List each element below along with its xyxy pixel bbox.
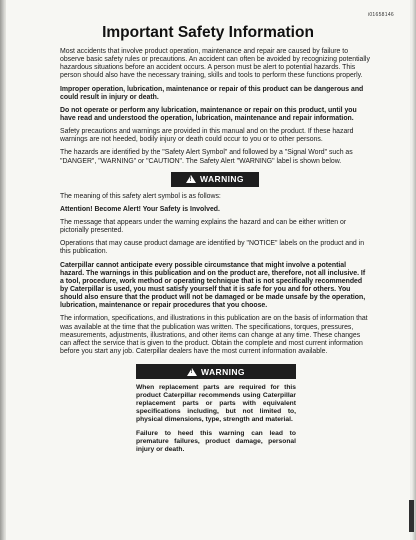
document-id: i01658146 bbox=[367, 12, 394, 18]
page-tab-mark bbox=[409, 500, 414, 532]
warning-banner-label-2: WARNING bbox=[201, 366, 245, 377]
replacement-parts-warning bbox=[136, 364, 296, 454]
warning-text-replacement: When replacement parts are required for this product Caterpillar recommends using Caterpillar replacement parts or parts with equivalent specifications including, but not limited to, physical dimensions, type, strength and material. bbox=[136, 384, 296, 424]
document-page bbox=[6, 0, 410, 540]
paragraph-notice: Operations that may cause product damage are identified by "NOTICE" labels on the product and in this publication. bbox=[60, 240, 365, 256]
warning-text-failure: Failure to heed this warning can lead to premature failures, product damage, personal injury or death. bbox=[136, 430, 296, 454]
warning-banner-label: WARNING bbox=[200, 174, 244, 185]
safety-alert-icon bbox=[186, 175, 196, 183]
paragraph-hazards-identified: The hazards are identified by the "Safety Alert Symbol" and followed by a "Signal Word" such as "DANGER", "WARNING" or "CAUTION". The Safety Alert "WARNING" label is shown below. bbox=[60, 149, 353, 165]
paragraph-safety-precautions: Safety precautions and warnings are provided in this manual and on the product. If these hazard warnings are not heeded, bodily injury or death could occur to you or to other persons. bbox=[60, 128, 354, 144]
paragraph-do-not-operate: Do not operate or perform any lubrication, maintenance or repair on this product, until you have read and understood the operation, lubrication, maintenance and repair information. bbox=[60, 106, 357, 122]
paragraph-caterpillar-disclaimer: Caterpillar cannot anticipate every possible circumstance that might involve a potential hazard. The warnings in this publication and on the product are, therefore, not all inclusive. If a tool, procedure, work method or operating technique that is not specifically recommended by Caterpillar is used, you must satisfy yourself that it is safe for you and for others. You should also ensure that the product will not be damaged or be made unsafe by the operation, lubrication, maintenance or repair procedures that you choose. bbox=[60, 261, 366, 310]
paragraph-intro: Most accidents that involve product operation, maintenance and repair are caused by failure to observe basic safety rules or precautions. An accident can often be avoided by recognizing potentially hazardous situations before an accident occurs. A person must be alert to potential hazards. This person should also have the necessary training, skills and tools to perform these functions properly. bbox=[60, 48, 370, 80]
document-body bbox=[60, 48, 370, 460]
paragraph-information-basis: The information, specifications, and illustrations in this publication are on the basis of information that was available at the time that the publication was written. The specifications, torques, pressures, measurements, adjustments, illustrations, and other items can change at any time. These changes can affect the service that is given to the product. Obtain the complete and most current information before you start any job. Caterpillar dealers have the most current information available. bbox=[60, 315, 368, 355]
safety-alert-icon-2 bbox=[187, 368, 197, 376]
paragraph-attention: Attention! Become Alert! Your Safety is Involved. bbox=[60, 205, 220, 213]
paragraph-message: The message that appears under the warning explains the hazard and can be either written or pictorially presented. bbox=[60, 218, 347, 235]
warning-banner-2 bbox=[136, 364, 296, 379]
page-title: Important Safety Information bbox=[102, 24, 314, 41]
page-right-edge bbox=[412, 0, 416, 540]
paragraph-improper-operation: Improper operation, lubrication, maintenance or repair of this product can be dangerous and could result in injury or death. bbox=[60, 85, 364, 101]
paragraph-symbol-meaning: The meaning of this safety alert symbol is as follows: bbox=[60, 192, 221, 200]
warning-banner bbox=[171, 172, 259, 187]
